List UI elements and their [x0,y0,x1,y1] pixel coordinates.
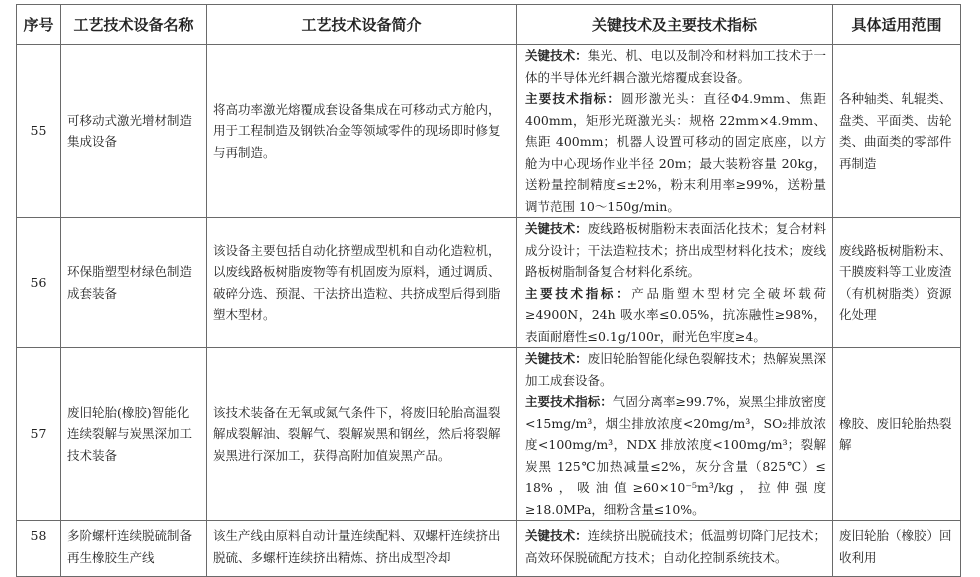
table-row [17,45,961,218]
row-intro: 将高功率激光熔覆成套设备集成在可移动式方舱内，用于工程制造及钢铁冶金等领域零件的现场即时修复与再制造。 [207,45,517,218]
key-tech-text: 废线路板树脂粉末表面活化技术；复合材料成分设计；干法造粒技术；挤出成型材料化技术；废线路板树脂制备复合材料化系统。 [525,221,826,279]
row-scope: 废旧轮胎（橡胶）回收利用 [833,521,961,577]
indicator-label: 主要技术指标： [525,91,622,106]
key-tech-text: 连续挤出脱硫技术；低温剪切降门尼技术；高效环保脱硫配方技术；自动化控制系统技术。 [525,528,826,565]
header-key-tech: 关键技术及主要技术指标 [517,5,833,45]
row-scope: 各种轴类、轧辊类、盘类、平面类、齿轮类、曲面类的零部件再制造 [833,45,961,218]
header-no: 序号 [17,5,61,45]
table-row [17,521,961,577]
row-name: 多阶螺杆连续脱硫制备再生橡胶生产线 [61,521,207,577]
row-key-tech [517,348,833,521]
row-scope: 橡胶、废旧轮胎热裂解 [833,348,961,521]
header-row [17,5,961,45]
row-scope: 废线路板树脂粉末、干膜废料等工业废渣（有机树脂类）资源化处理 [833,218,961,348]
indicator-label: 主要技术指标： [525,394,613,409]
header-name: 工艺技术设备名称 [61,5,207,45]
row-name: 可移动式激光增材制造集成设备 [61,45,207,218]
technology-table [16,4,961,577]
row-intro: 该技术装备在无氧或氮气条件下，将废旧轮胎高温裂解成裂解油、裂解气、裂解炭黑和钢丝，然后将裂解炭黑进行深加工，获得高附加值炭黑产品。 [207,348,517,521]
key-tech-label: 关键技术： [525,351,588,366]
key-tech-label: 关键技术： [525,528,588,543]
header-scope: 具体适用范围 [833,5,961,45]
key-tech-label: 关键技术： [525,221,588,236]
key-tech-label: 关键技术： [525,48,588,63]
indicator-text: 圆形激光头：直径Φ4.9mm、焦距400mm，矩形光斑激光头：规格 22mm×4.9mm、焦距 400mm；机器人设置可移动的固定底座，以方舱为中心现场作业半径 20m；最大装粉容量 20kg，送粉量控制精度≤±2%，粉末利用率≥99%，送粉量调节范围 10～150g/min。 [525,91,826,214]
row-name: 环保脂塑型材绿色制造成套装备 [61,218,207,348]
row-no: 58 [17,521,61,577]
row-no: 55 [17,45,61,218]
row-intro: 该生产线由原料自动计量连续配料、双螺杆连续挤出脱硫、多螺杆连续挤出精炼、挤出成型冷却 [207,521,517,577]
table-row [17,218,961,348]
row-name: 废旧轮胎(橡胶)智能化连续裂解与炭黑深加工技术装备 [61,348,207,521]
row-no: 57 [17,348,61,521]
header-intro: 工艺技术设备简介 [207,5,517,45]
key-tech-text: 集光、机、电以及制冷和材料加工技术于一体的半导体光纤耦合激光熔覆成套设备。 [525,48,826,85]
indicator-text: 气固分离率≥99.7%，炭黑尘排放密度<15mg/m³，烟尘排放浓度<20mg/m³，SO₂排放浓度<100mg/m³，NDX 排放浓度<100mg/m³；裂解炭黑 125℃加热减量≤2%，灰分含量（825℃）≤ 18%，吸油值≥60×10⁻⁵m³/kg，拉伸强度≥18.0MPa，细粉含量≤10%。 [525,394,826,517]
row-key-tech [517,218,833,348]
row-no: 56 [17,218,61,348]
row-key-tech [517,45,833,218]
row-intro: 该设备主要包括自动化挤塑成型机和自动化造粒机，以废线路板树脂废物等有机固废为原料，通过调质、破碎分选、预混、干法挤出造粒、共挤成型后得到脂塑木型材。 [207,218,517,348]
key-tech-text: 废旧轮胎智能化绿色裂解技术；热解炭黑深加工成套设备。 [525,351,826,388]
indicator-text: 产品脂塑木型材完全破坏载荷≥4900N，24h 吸水率≤0.05%，抗冻融性≥98%，表面耐磨性≤0.1g/100r，耐光色牢度≥4。 [525,285,826,344]
table-row [17,348,961,521]
row-key-tech [517,521,833,577]
indicator-label: 主要技术指标： [525,285,632,301]
